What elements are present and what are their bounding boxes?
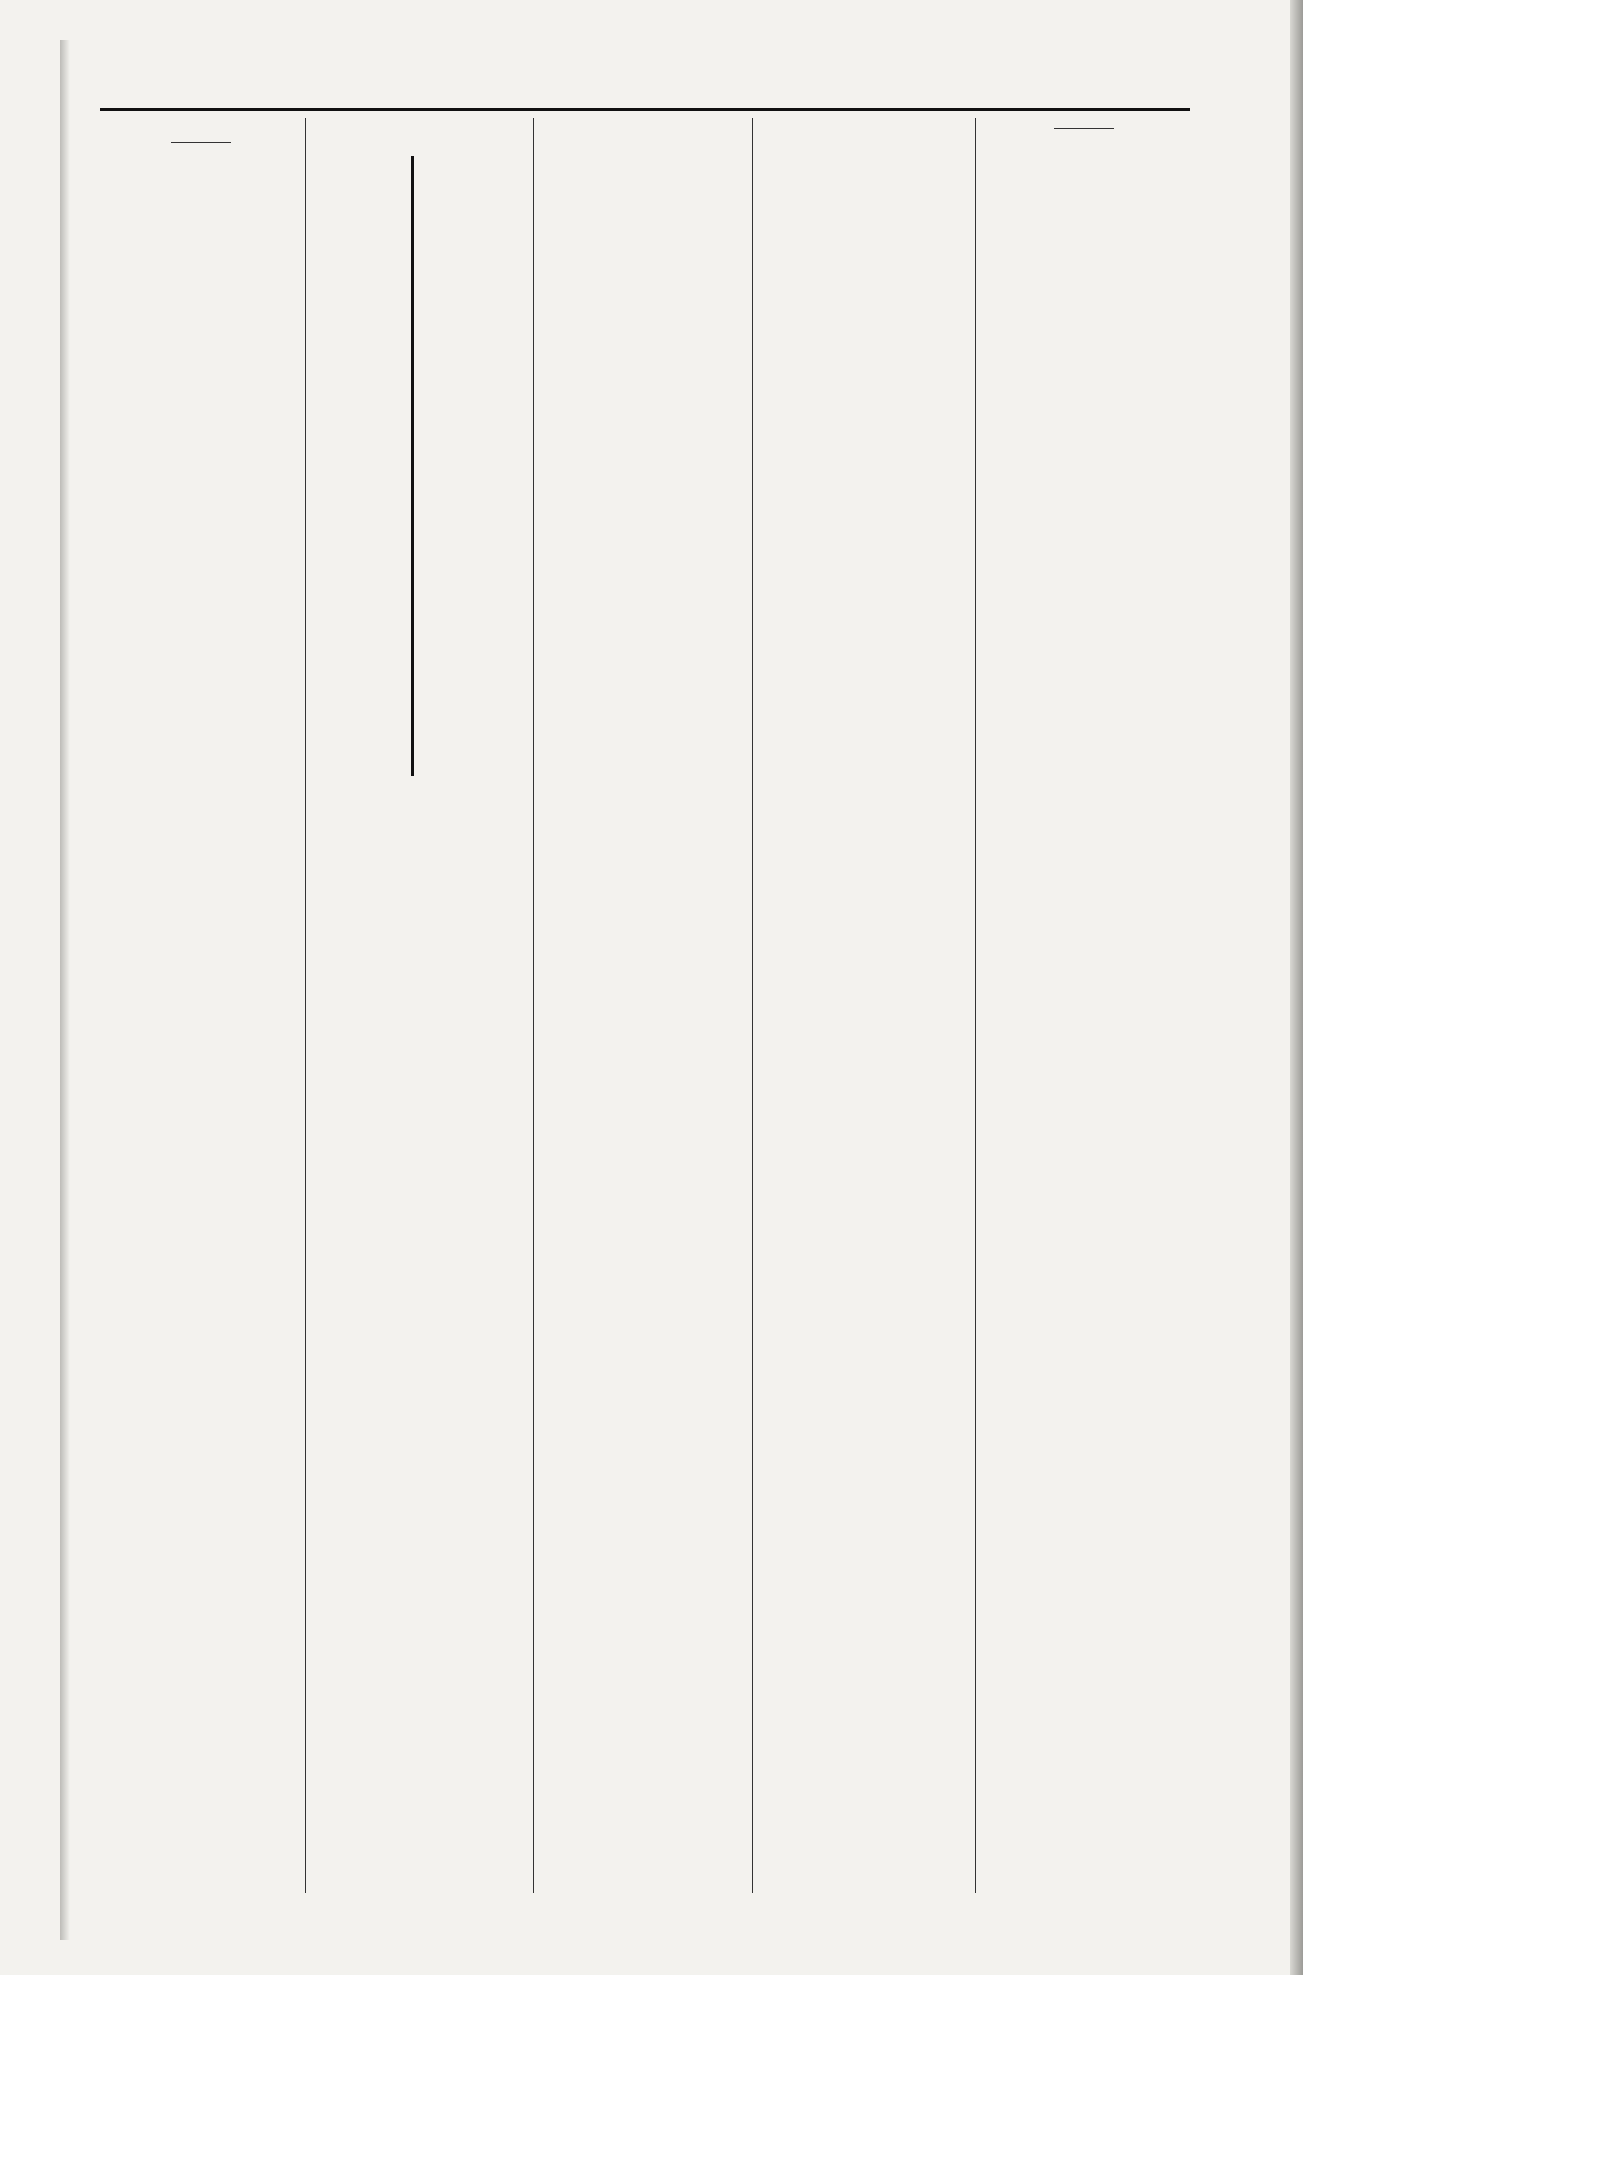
column-divider [752,118,753,1893]
street-plan-diagram [316,156,526,776]
separator [171,142,231,143]
column-divider [533,118,534,1893]
column-divider [975,118,976,1893]
column-1 [98,122,304,149]
column-2 [310,122,532,782]
column-5 [980,122,1188,135]
header-rule [100,108,1190,111]
scan-border [1303,0,1600,1975]
book-gutter [60,40,70,1940]
separator [1054,128,1114,129]
map-street-spine [411,156,414,776]
page-edge [1290,0,1303,1975]
column-divider [305,118,306,1893]
